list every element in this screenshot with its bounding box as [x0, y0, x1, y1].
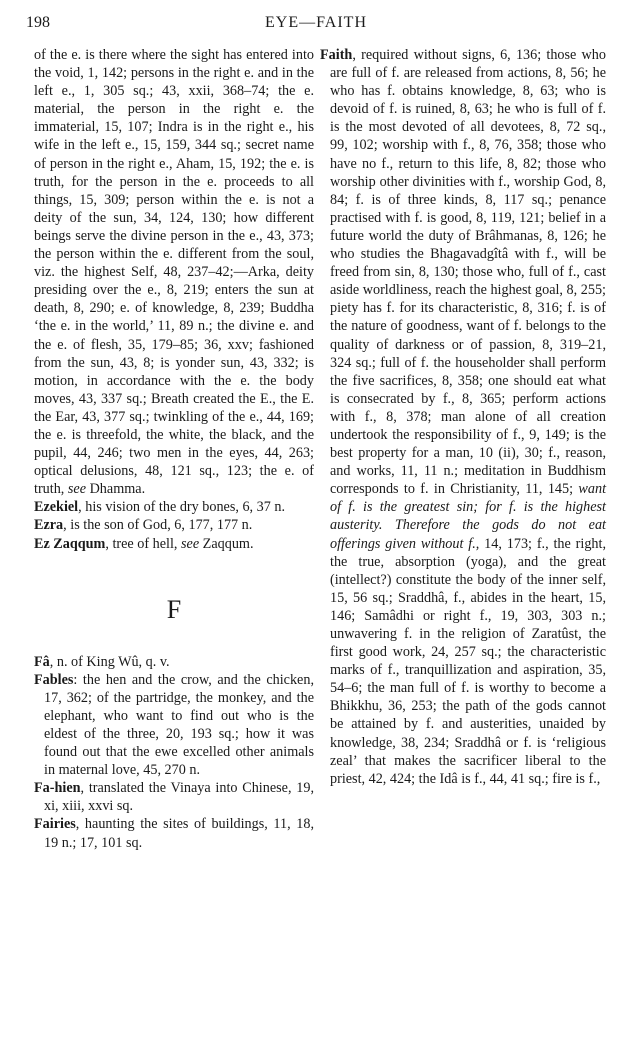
page-number: 198	[26, 14, 50, 31]
index-entry-fables: Fables: the hen and the crow, and the chicken, 17, 362; of the partridge, the monkey, and the elephant, who want to find out who is the eldest of the three, 20, 193 sq.; how it was found out that the ewe excelled other animals in maternal love, 45, 270 n.	[34, 671, 314, 779]
running-title: EYE—FAITH	[264, 14, 368, 31]
index-entry-fairies: Fairies, haunting the sites of buildings, 11, 18, 19 n.; 17, 101 sq.	[34, 816, 314, 851]
index-entry-ezekiel: Ezekiel, his vision of the dry bones, 6, 37 n.	[34, 499, 286, 516]
section-letter: F	[166, 594, 182, 624]
page-header	[0, 14, 632, 36]
index-entry-faith: Faith, required without signs, 6, 136; those who are full of f. are released from actions, 8, 56; he who has f. obtains knowledge, 8, 63; who is devoid of f. is ruined, 8, 63; he who is full of f. is the most devoted of all devotees, 8, 72 sq., 99, 102; worship with f., 8, 76, 358; those who have no f., return to this life, 8, 82; those who worship other divinities with f., worship God, 8, 84; f. is of three kinds, 8, 117 sq.; penance practised with f. is good, 8, 119, 121; belief in a future world the duty of Brâhmanas, 8, 126; he who studies the Bhagavadgîtâ with f., will be freed from sin, 8, 130; those who, full of f., cast aside worldliness, reach the highest goal, 8, 255; piety has f. for its characteristic, 8, 316; f. is of the nature of goodness, want of f. belongs to the quality of darkness or of passion, 8, 319–21, 324 sq.; full of f. the householder shall perform the five sacrifices, 8, 358; one should eat what is consecrated by f., 8, 365; perform actions with f., 8, 378; man alone of all creation undertook the responsibility of f., 9, 149; is the best property for a man, 10 (ii), 30; f., reason, and works, 11, 11 n.; meditation in Buddhism corresponds to f. in Christianity, 11, 145; want of f. is the greatest sin; for f. is the highest austerity. Therefore the gods do not eat offerings given without f., 14, 173; f., the right, the true, absorption (yoga), and the great (intellect?) constitute the body of the inner self, 15, 56 sq.; Sraddhâ, f., abides in the heart, 15, 146; Samâdhi or right f., 19, 303, 303 n.; unwavering f. in the religion of Zaratûst, the first good work, 24, 257 sq.; the characteristic marks of f., tranquillization and aspiration, 35, 54–6; the man full of f. is worthy to become a Bhikkhu, 36, 253; the path of the gods cannot be attained by f. and austerities, unaided by knowledge, 38, 234; Sraddhâ or f. is ‘religious zeal’ that makes the sacrificer liberal to the priest, 42, 424; the Idâ is f., 44, 41 sq.; fire is f.,	[320, 47, 607, 787]
left-column	[34, 46, 314, 852]
index-entry-fa-hien: Fa-hien, translated the Vinaya into Chinese, 19, xi, xiii, xxvi sq.	[34, 780, 314, 815]
eye-entry-continuation: of the e. is there where the sight has entered into the void, 1, 142; persons in the right e. and in the left e., 1, 305 sq.; 43, xxii, 368–74; the e. material, the person in the right e. the immaterial, 15, 107; Indra is in the right e., his wife in the left e., 15, 159, 344 sq.; secret name of person in the right e., Aham, 15, 192; the e. is truth, for the person in the e. proceeds to all things, 15, 309; person within the e. is not a deity of the sun, 34, 124, 130; how different beings serve the divine person in the e., 43, 373; the person within the e. different from the soul, viz. the highest Self, 48, 237–42;—Arka, deity presiding over the e., 8, 219; enters the sun at death, 8, 290; e. of knowledge, 8, 239; Buddha ‘the e. in the world,’ 11, 89 n.; the divine e. and the e. of flesh, 35, 179–85; 36, xxv; fashioned from the sun, 43, 8; is yonder sun, 43, 332; is motion, in accordance with the e. the body moves, 43, 337 sq.; Breath created the E., the E. the Ear, 43, 377 sq.; twinkling of the e., 44, 169; the e. is threefold, the white, the black, and the pupil, 44, 246; two men in the eyes, 44, 263; optical delusions, 48, 121 sq., 123; the e. of truth, see Dhamma.	[34, 47, 314, 498]
index-entry-ezra: Ezra, is the son of God, 6, 177, 177 n.	[34, 517, 253, 534]
faith-italic-quote: want of f. is the greatest sin; for f. is the highest austerity. Therefore the gods do not eat offerings given without f.,	[330, 481, 607, 552]
right-column	[320, 46, 606, 788]
index-entry-ez-zaqqum: Ez Zaqqum, tree of hell, see Zaqqum.	[34, 535, 254, 552]
index-entry-fa: Fâ, n. of King Wû, q. v.	[34, 653, 170, 670]
